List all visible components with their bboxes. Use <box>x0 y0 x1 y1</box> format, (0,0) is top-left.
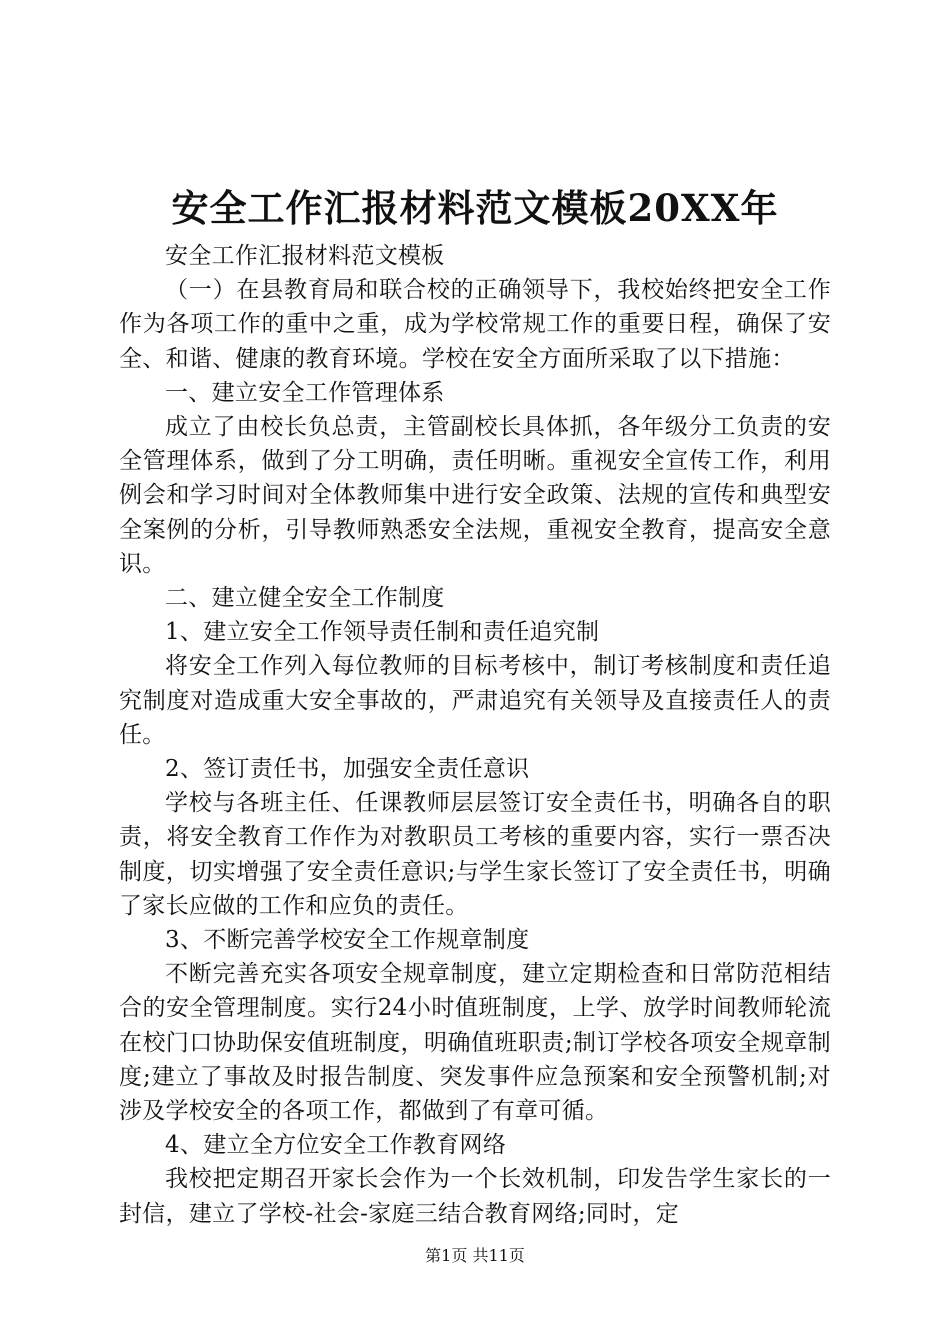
document-body <box>119 239 831 1231</box>
heading-item-3: 3、不断完善学校安全工作规章制度 <box>165 927 530 954</box>
paragraph-intro: （一）在县教育局和联合校的正确领导下，我校始终把安全工作作为各项工作的重中之重，成为学校常规工作的重要日程，确保了安全、和谐、健康的教育环境。学校在安全方面所采取了以下措施： <box>119 277 831 372</box>
heading-item-2: 2、签订责任书，加强安全责任意识 <box>165 756 530 783</box>
document-title: 安全工作汇报材料范文模板20XX年 <box>171 186 779 230</box>
paragraph-item-2: 学校与各班主任、任课教师层层签订安全责任书，明确各自的职责，将安全教育工作作为对教职员工考核的重要内容，实行一票否决制度，切实增强了安全责任意识;与学生家长签订了安全责任书，明确了家长应做的工作和应负的责任。 <box>119 790 831 919</box>
heading-section-1: 一、建立安全工作管理体系 <box>165 379 445 406</box>
heading-item-4: 4、建立全方位安全工作教育网络 <box>165 1132 507 1159</box>
heading-item-1: 1、建立安全工作领导责任制和责任追究制 <box>165 619 600 646</box>
paragraph-item-4: 我校把定期召开家长会作为一个长效机制，印发告学生家长的一封信，建立了学校-社会-家庭三结合教育网络;同时，定 <box>119 1166 831 1227</box>
heading-section-2: 二、建立健全安全工作制度 <box>165 585 445 612</box>
paragraph-section-1: 成立了由校长负总责，主管副校长具体抓，各年级分工负责的安全管理体系，做到了分工明确，责任明晰。重视安全宣传工作，利用例会和学习时间对全体教师集中进行安全政策、法规的宣传和典型安全案例的分析，引导教师熟悉安全法规，重视安全教育，提高安全意识。 <box>119 414 831 577</box>
paragraph-item-1: 将安全工作列入每位教师的目标考核中，制订考核制度和责任追究制度对造成重大安全事故的，严肃追究有关领导及直接责任人的责任。 <box>119 653 831 748</box>
page-number-footer: 第1页 共11页 <box>425 1246 525 1265</box>
paragraph-item-3: 不断完善充实各项安全规章制度，建立定期检查和日常防范相结合的安全管理制度。实行24小时值班制度，上学、放学时间教师轮流在校门口协助保安值班制度，明确值班职责;制订学校各项安全规章制度;建立了事故及时报告制度、突发事件应急预案和安全预警机制;对涉及学校安全的各项工作，都做到了有章可循。 <box>119 961 831 1125</box>
paragraph-subtitle: 安全工作汇报材料范文模板 <box>165 243 445 269</box>
